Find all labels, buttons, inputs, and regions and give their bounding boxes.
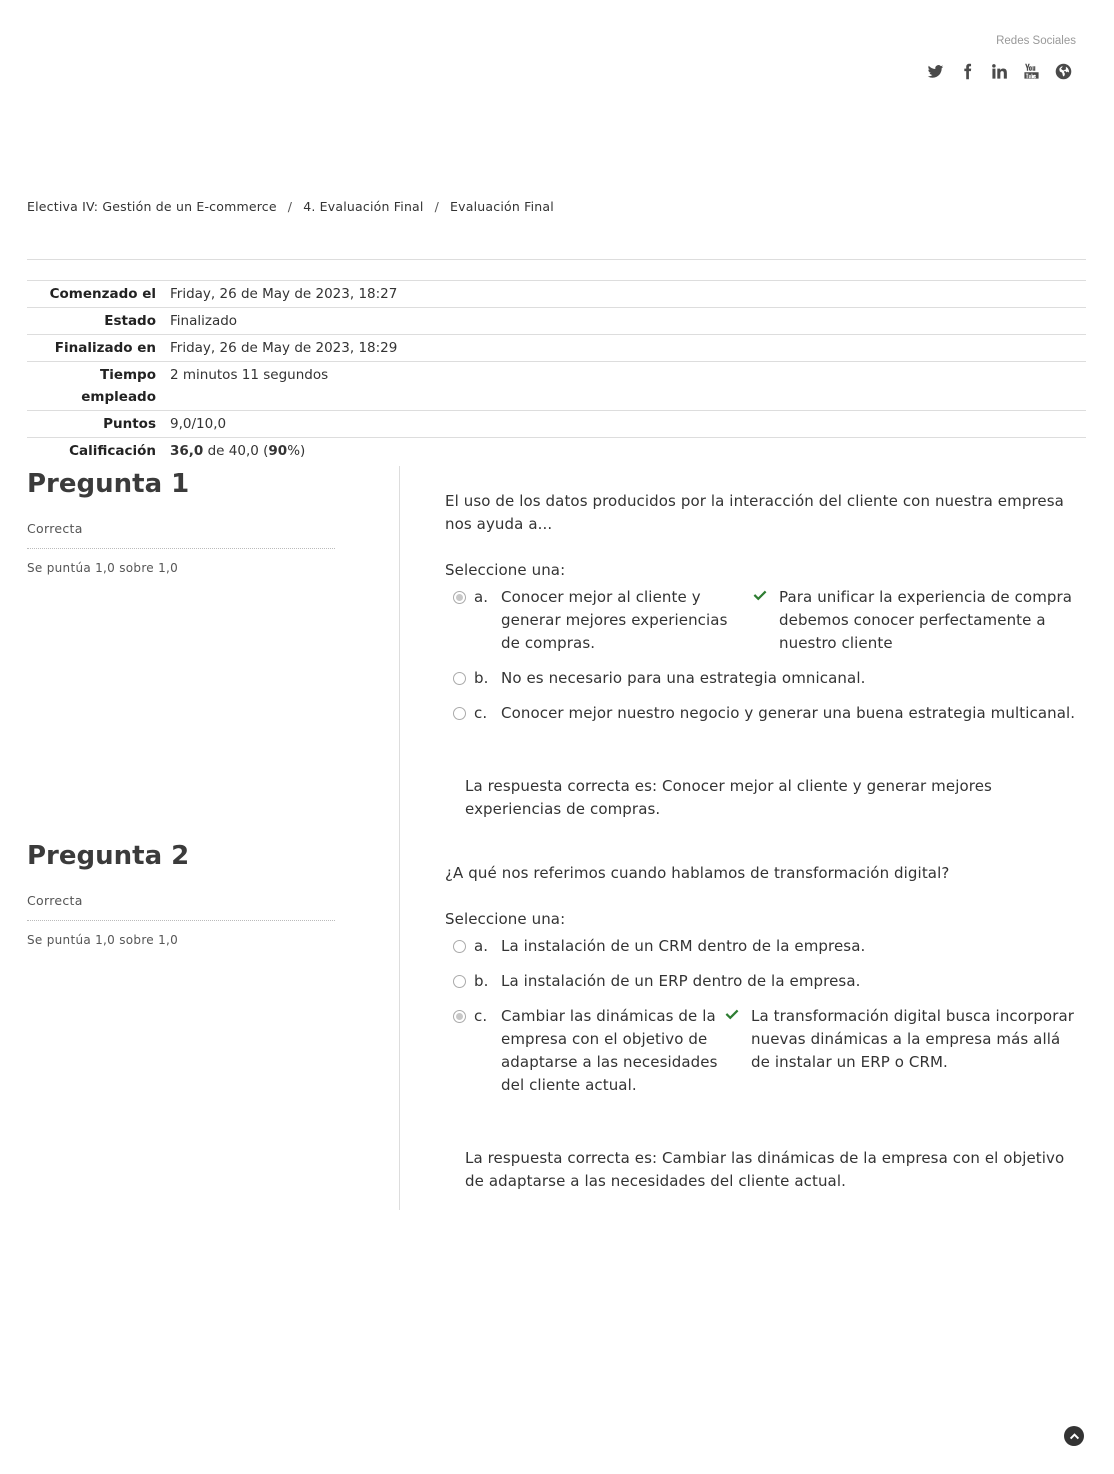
answer-text: Conocer mejor nuestro negocio y generar una buena estrategia multicanal. [501, 704, 1076, 722]
question-info [27, 840, 335, 947]
breadcrumb-separator: / [434, 199, 440, 214]
question-text: ¿A qué nos referimos cuando hablamos de transformación digital? [445, 864, 950, 882]
answer-option-c[interactable] [445, 1005, 1086, 1097]
check-icon [753, 586, 773, 609]
breadcrumb-section-link[interactable]: 4. Evaluación Final [303, 199, 424, 214]
question-text: El uso de los datos producidos por la interacción del cliente con nuestra empresa nos ayuda a... [445, 492, 1064, 533]
check-icon [725, 1005, 745, 1028]
summary-row-time [27, 362, 1086, 411]
answer-feedback: Para unificar la experiencia de compra debemos conocer perfectamente a nuestro cliente [779, 588, 1073, 652]
right-answer: La respuesta correcta es: Conocer mejor al cliente y generar mejores experiencias de compras. [465, 777, 992, 818]
summary-row-grade [27, 438, 1086, 465]
answer-list [445, 586, 1086, 725]
grade-of: de 40,0 ( [203, 443, 269, 459]
breadcrumb [27, 199, 554, 214]
answer-text: La instalación de un CRM dentro de la empresa. [501, 937, 866, 955]
linkedin-icon[interactable] [990, 62, 1008, 80]
scroll-to-top-button[interactable] [1064, 1426, 1084, 1446]
answer-text: No es necesario para una estrategia omnicanal. [501, 669, 866, 687]
social-icons [926, 62, 1072, 80]
question-state: Correcta [27, 521, 335, 549]
column-divider [399, 466, 400, 1210]
globe-icon[interactable] [1054, 62, 1072, 80]
answer-radio-selected[interactable] [453, 591, 466, 604]
summary-row-started [27, 281, 1086, 308]
answer-option-a[interactable] [445, 586, 1086, 655]
answer-option-b[interactable] [445, 667, 1086, 690]
right-answer: La respuesta correcta es: Cambiar las dinámicas de la empresa con el objetivo de adaptarse a las necesidades del cliente actual. [465, 1149, 1065, 1190]
question-content [445, 840, 1086, 1193]
summary-value: Friday, 26 de May de 2023, 18:29 [170, 340, 398, 356]
divider [27, 259, 1086, 260]
answer-radio[interactable] [453, 672, 466, 685]
summary-row-state [27, 308, 1086, 335]
summary-label: Puntos [103, 416, 156, 432]
summary-value: Finalizado [170, 313, 238, 329]
answer-prompt: Seleccione una: [445, 561, 566, 579]
breadcrumb-separator: / [287, 199, 293, 214]
answer-radio-selected[interactable] [453, 1010, 466, 1023]
summary-label: Finalizado en [54, 340, 156, 356]
answer-feedback: La transformación digital busca incorporar nuevas dinámicas a la empresa más allá de instalar un ERP o CRM. [751, 1007, 1075, 1071]
chevron-up-icon [1069, 1431, 1080, 1442]
answer-letter: a. [474, 588, 489, 606]
summary-value: 9,0/10,0 [170, 416, 227, 432]
breadcrumb-quiz-link[interactable]: Evaluación Final [450, 199, 554, 214]
summary-row-finished [27, 335, 1086, 362]
summary-label: Calificación [69, 443, 156, 459]
answer-list [445, 935, 1086, 1097]
answer-radio[interactable] [453, 707, 466, 720]
question-content [445, 468, 1086, 821]
summary-label: Comenzado el [49, 286, 156, 302]
attempt-summary-table [27, 280, 1086, 464]
answer-option-b[interactable] [445, 970, 1086, 993]
question-grade: Se puntúa 1,0 sobre 1,0 [27, 561, 179, 575]
question-title: Pregunta 1 [27, 469, 190, 499]
summary-value: Friday, 26 de May de 2023, 18:27 [170, 286, 398, 302]
facebook-icon[interactable] [958, 62, 976, 80]
summary-value [170, 438, 1086, 465]
answer-radio[interactable] [453, 975, 466, 988]
summary-label: Tiempo empleado [81, 367, 156, 405]
answer-option-c[interactable] [445, 702, 1086, 725]
answer-letter: c. [474, 1007, 488, 1025]
question-title: Pregunta 2 [27, 841, 190, 871]
summary-label: Estado [104, 313, 156, 329]
answer-radio[interactable] [453, 940, 466, 953]
answer-option-a[interactable] [445, 935, 1086, 958]
answer-text: Conocer mejor al cliente y generar mejores experiencias de compras. [501, 588, 728, 652]
answer-letter: c. [474, 704, 488, 722]
answer-prompt: Seleccione una: [445, 910, 566, 928]
summary-value: 2 minutos 11 segundos [170, 367, 329, 383]
question-state: Correcta [27, 893, 335, 921]
summary-row-points [27, 411, 1086, 438]
grade-close: %) [287, 443, 306, 459]
social-label: Redes Sociales [996, 35, 1076, 47]
answer-text: Cambiar las dinámicas de la empresa con el objetivo de adaptarse a las necesidades del cliente actual. [501, 1007, 718, 1094]
answer-letter: b. [474, 972, 489, 990]
question-info [27, 468, 335, 575]
twitter-icon[interactable] [926, 62, 944, 80]
question-grade: Se puntúa 1,0 sobre 1,0 [27, 933, 179, 947]
answer-text: La instalación de un ERP dentro de la empresa. [501, 972, 861, 990]
answer-letter: a. [474, 937, 489, 955]
grade-percent: 90 [268, 443, 288, 459]
answer-letter: b. [474, 669, 489, 687]
grade-score: 36,0 [170, 443, 204, 459]
youtube-icon[interactable] [1022, 62, 1040, 80]
breadcrumb-course-link[interactable]: Electiva IV: Gestión de un E-commerce [27, 199, 277, 214]
